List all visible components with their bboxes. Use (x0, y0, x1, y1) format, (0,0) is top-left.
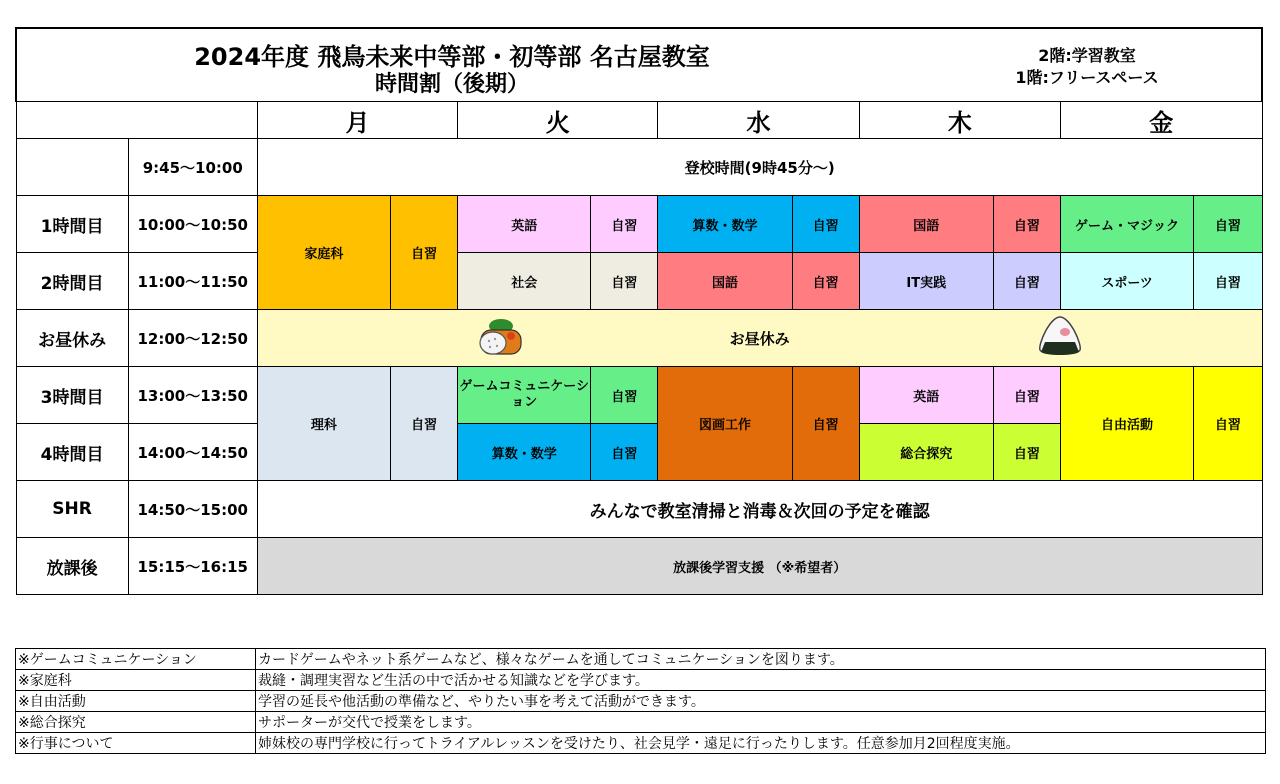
period-time: 10:00〜10:50 (128, 196, 257, 253)
subject-cell: 図画工作 (658, 367, 792, 481)
period-time: 9:45〜10:00 (128, 139, 257, 196)
title-line1: 2024年度 飛鳥未来中等部・初等部 名古屋教室 (194, 43, 710, 71)
day-thu: 木 (859, 102, 1060, 139)
note-desc: 姉妹校の専門学校に行ってトライアルレッスンを受けたり、社会見学・遠足に行ったりします。任意参加月2回程度実施。 (256, 733, 1266, 754)
timetable-header (16, 28, 1262, 102)
period-time: 12:00〜12:50 (128, 310, 257, 367)
floor-1-label: 1階:フリースペース (1015, 68, 1159, 87)
subject-cell: スポーツ (1060, 253, 1193, 310)
title-line2: 時間割（後期） (374, 72, 529, 97)
self-study-cell: 自習 (792, 253, 859, 310)
period-label: 2時間目 (16, 253, 128, 310)
lunch-text: お昼休み (729, 329, 790, 348)
note-term: ※総合探究 (16, 712, 256, 733)
period-time: 15:15〜16:15 (128, 538, 257, 595)
subject-cell: ゲーム・マジック (1060, 196, 1193, 253)
period-time: 14:50〜15:00 (128, 481, 257, 538)
note-row (16, 649, 1266, 670)
after-school-cell: 放課後学習支援 （※希望者） (257, 538, 1262, 595)
note-desc: サポーターが交代で授業をします。 (256, 712, 1266, 733)
subject-cell: IT実践 (859, 253, 993, 310)
day-tue: 火 (458, 102, 658, 139)
subject-cell: 社会 (458, 253, 591, 310)
subject-cell: 英語 (859, 367, 993, 424)
note-desc: カードゲームやネット系ゲームなど、様々なゲームを通してコミュニケーションを図ります。 (256, 649, 1266, 670)
self-study-cell: 自習 (1194, 196, 1262, 253)
note-row (16, 712, 1266, 733)
subject-cell: 国語 (859, 196, 993, 253)
lunch-cell (257, 310, 1262, 367)
self-study-cell: 自習 (591, 424, 658, 481)
subject-cell: 理科 (257, 367, 390, 481)
subject-cell: 算数・数学 (658, 196, 792, 253)
self-study-cell: 自習 (591, 367, 658, 424)
timetable (15, 27, 1263, 595)
period-label: 3時間目 (16, 367, 128, 424)
floor-2-label: 2階:学習教室 (1038, 46, 1136, 65)
self-study-cell: 自習 (391, 367, 458, 481)
bento-icon (473, 314, 525, 362)
note-row (16, 733, 1266, 754)
subject-cell: 算数・数学 (458, 424, 591, 481)
subject-cell: 自由活動 (1060, 367, 1193, 481)
period-label: お昼休み (16, 310, 128, 367)
self-study-cell: 自習 (792, 367, 859, 481)
shr-cell: みんなで教室清掃と消毒＆次回の予定を確認 (257, 481, 1262, 538)
note-desc: 裁縫・調理実習など生活の中で活かせる知識などを学びます。 (256, 670, 1266, 691)
period-time: 13:00〜13:50 (128, 367, 257, 424)
self-study-cell: 自習 (1194, 367, 1262, 481)
day-mon: 月 (257, 102, 457, 139)
self-study-cell: 自習 (993, 196, 1060, 253)
day-fri: 金 (1060, 102, 1262, 139)
period-time: 11:00〜11:50 (128, 253, 257, 310)
note-desc: 学習の延長や他活動の準備など、やりたい事を考えて活動ができます。 (256, 691, 1266, 712)
self-study-cell: 自習 (391, 196, 458, 310)
self-study-cell: 自習 (792, 196, 859, 253)
period-time: 14:00〜14:50 (128, 424, 257, 481)
period-label: 放課後 (16, 538, 128, 595)
subject-cell: 総合探究 (859, 424, 993, 481)
notes-table (15, 648, 1266, 754)
period-label: 1時間目 (16, 196, 128, 253)
subject-cell: 家庭科 (257, 196, 390, 310)
note-term: ※行事について (16, 733, 256, 754)
subject-cell: 英語 (458, 196, 591, 253)
self-study-cell: 自習 (993, 367, 1060, 424)
subject-cell: ゲームコミュニケーション (458, 367, 591, 424)
note-term: ※自由活動 (16, 691, 256, 712)
corner-cell (16, 102, 257, 139)
period-label: SHR (16, 481, 128, 538)
arrival-cell: 登校時間(9時45分〜) (257, 139, 1262, 196)
period-label (16, 139, 128, 196)
note-term: ※家庭科 (16, 670, 256, 691)
subject-cell: 国語 (658, 253, 792, 310)
note-row (16, 670, 1266, 691)
day-wed: 水 (658, 102, 859, 139)
onigiri-icon (1036, 314, 1084, 358)
note-term: ※ゲームコミュニケーション (16, 649, 256, 670)
self-study-cell: 自習 (1194, 253, 1262, 310)
self-study-cell: 自習 (591, 253, 658, 310)
period-label: 4時間目 (16, 424, 128, 481)
self-study-cell: 自習 (993, 253, 1060, 310)
self-study-cell: 自習 (591, 196, 658, 253)
self-study-cell: 自習 (993, 424, 1060, 481)
note-row (16, 691, 1266, 712)
